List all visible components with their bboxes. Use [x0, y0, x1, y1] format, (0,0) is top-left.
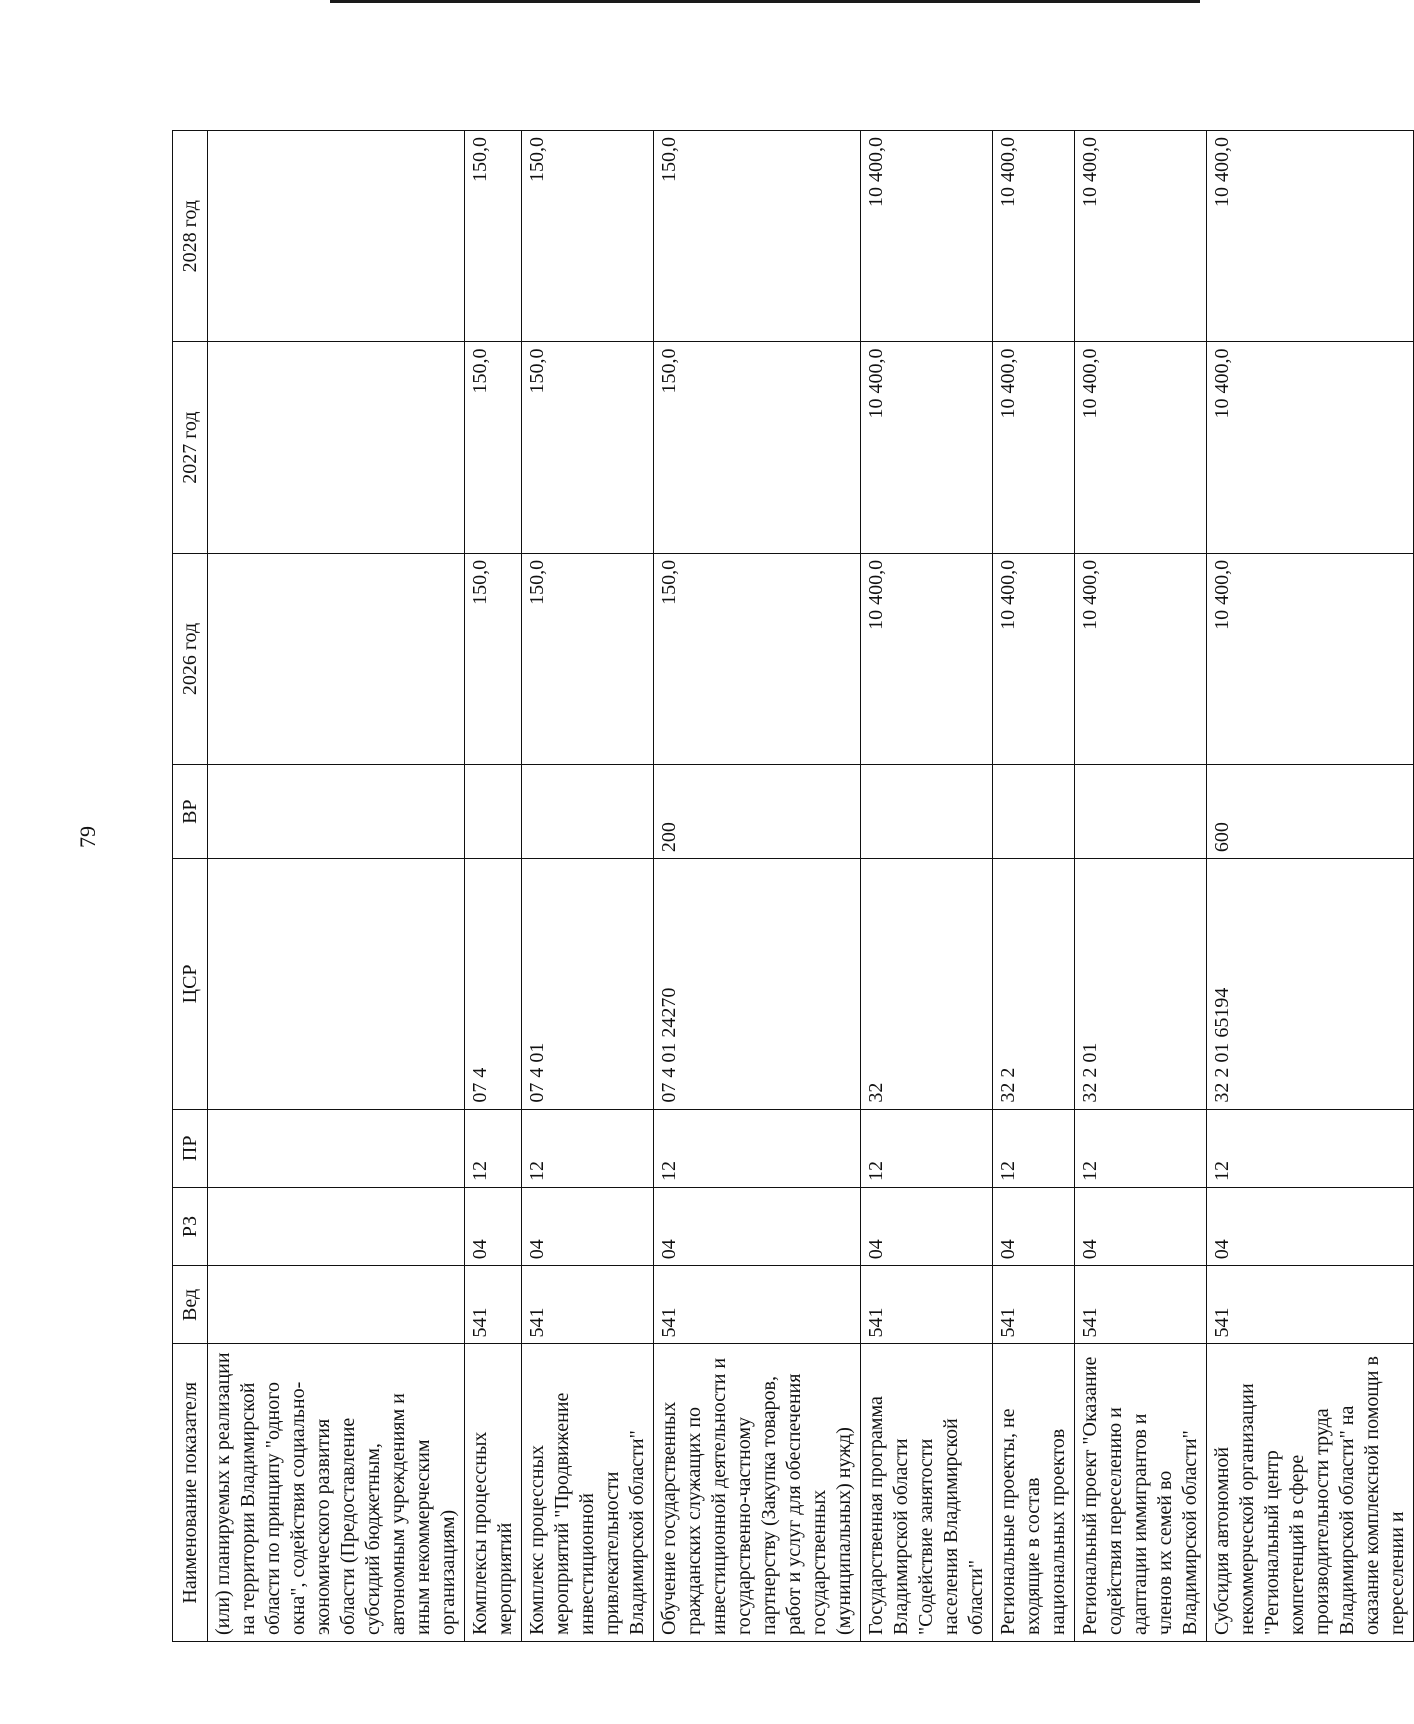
col-header-2026: 2026 год [173, 553, 208, 764]
cell-2027: 10 400,0 [1075, 342, 1207, 553]
cell-pr: 12 [861, 1109, 993, 1187]
col-header-csr: ЦСР [173, 859, 208, 1110]
cell-csr [208, 859, 465, 1110]
cell-2026: 10 400,0 [1075, 553, 1207, 764]
cell-rz: 04 [654, 1187, 861, 1265]
table-row [522, 131, 654, 1642]
cell-pr: 12 [1075, 1109, 1207, 1187]
table-row [861, 131, 993, 1642]
cell-2028: 150,0 [654, 131, 861, 342]
cell-ved: 541 [1075, 1266, 1207, 1344]
cell-name: Региональный проект "Оказание содействия переселению и адаптации иммигрантов и членов их семей во Владимирской области" [1075, 1344, 1207, 1642]
col-header-2028: 2028 год [173, 131, 208, 342]
cell-csr: 32 [861, 859, 993, 1110]
cell-name: (или) планируемых к реализации на территории Владимирской области по принципу "одного окна", содействия социально-экономического развития области (Предоставление субсидий бюджетным, автономным учреждениям и иным некоммерческим организациям) [208, 1344, 465, 1642]
cell-2028: 150,0 [465, 131, 522, 342]
col-header-2027: 2027 год [173, 342, 208, 553]
cell-csr: 07 4 01 [522, 859, 654, 1110]
cell-name: Субсидия автономной некоммерческой организации "Региональный центр компетенций в сфере производительности труда Владимирской области" на оказание комплексной помощи в переселении и [1207, 1344, 1414, 1642]
col-header-name: Наименование показателя [173, 1344, 208, 1642]
rotated-table-container [172, 130, 1408, 1642]
cell-2028: 150,0 [522, 131, 654, 342]
cell-rz [208, 1187, 465, 1265]
cell-ved: 541 [861, 1266, 993, 1344]
col-header-rz: РЗ [173, 1187, 208, 1265]
cell-2026: 150,0 [654, 553, 861, 764]
cell-name: Региональные проекты, не входящие в состав национальных проектов [993, 1344, 1075, 1642]
cell-vr: 600 [1207, 765, 1414, 859]
table-row [654, 131, 861, 1642]
cell-2026 [208, 553, 465, 764]
cell-rz: 04 [861, 1187, 993, 1265]
cell-pr: 12 [522, 1109, 654, 1187]
cell-pr: 12 [465, 1109, 522, 1187]
cell-vr [993, 765, 1075, 859]
cell-ved: 541 [1207, 1266, 1414, 1344]
cell-2027: 150,0 [522, 342, 654, 553]
cell-ved: 541 [654, 1266, 861, 1344]
col-header-ved: Вед [173, 1266, 208, 1344]
table-row [993, 131, 1075, 1642]
cell-2028: 10 400,0 [993, 131, 1075, 342]
cell-csr: 32 2 01 [1075, 859, 1207, 1110]
cell-name: Государственная программа Владимирской области "Содействие занятости населения Владимирской области" [861, 1344, 993, 1642]
table-row [1207, 131, 1414, 1642]
cell-2026: 10 400,0 [993, 553, 1075, 764]
cell-2028 [208, 131, 465, 342]
cell-2028: 10 400,0 [1207, 131, 1414, 342]
table-row [208, 131, 465, 1642]
cell-2027: 150,0 [465, 342, 522, 553]
table-header-row [173, 131, 208, 1642]
col-header-pr: ПР [173, 1109, 208, 1187]
cell-ved [208, 1266, 465, 1344]
cell-pr: 12 [1207, 1109, 1414, 1187]
cell-2026: 10 400,0 [861, 553, 993, 764]
cell-vr [522, 765, 654, 859]
cell-name: Комплексы процессных мероприятий [465, 1344, 522, 1642]
col-header-vr: ВР [173, 765, 208, 859]
cell-2027: 10 400,0 [993, 342, 1075, 553]
cell-vr [861, 765, 993, 859]
cell-rz: 04 [1207, 1187, 1414, 1265]
cell-2026: 150,0 [465, 553, 522, 764]
budget-table [172, 130, 1414, 1642]
cell-rz: 04 [465, 1187, 522, 1265]
cell-csr: 32 2 01 65194 [1207, 859, 1414, 1110]
cell-ved: 541 [465, 1266, 522, 1344]
cell-vr [1075, 765, 1207, 859]
cell-2027: 10 400,0 [1207, 342, 1414, 553]
page-number: 79 [75, 826, 100, 848]
scan-edge-line [330, 0, 1200, 3]
cell-vr: 200 [654, 765, 861, 859]
cell-2027: 10 400,0 [861, 342, 993, 553]
cell-rz: 04 [993, 1187, 1075, 1265]
cell-pr: 12 [654, 1109, 861, 1187]
cell-csr: 07 4 [465, 859, 522, 1110]
cell-2026: 150,0 [522, 553, 654, 764]
cell-ved: 541 [993, 1266, 1075, 1344]
cell-2027: 150,0 [654, 342, 861, 553]
cell-pr [208, 1109, 465, 1187]
cell-csr: 32 2 [993, 859, 1075, 1110]
cell-ved: 541 [522, 1266, 654, 1344]
cell-csr: 07 4 01 24270 [654, 859, 861, 1110]
cell-pr: 12 [993, 1109, 1075, 1187]
cell-name: Комплекс процессных мероприятий "Продвижение инвестиционной привлекательности Владимирской области" [522, 1344, 654, 1642]
table-row [1075, 131, 1207, 1642]
cell-2028: 10 400,0 [861, 131, 993, 342]
cell-vr [208, 765, 465, 859]
table-row [465, 131, 522, 1642]
cell-2028: 10 400,0 [1075, 131, 1207, 342]
cell-name: Обучение государственных гражданских служащих по инвестиционной деятельности и государственно-частному партнерству (Закупка товаров, работ и услуг для обеспечения государственных (муниципальных) нужд) [654, 1344, 861, 1642]
cell-2026: 10 400,0 [1207, 553, 1414, 764]
cell-2027 [208, 342, 465, 553]
cell-rz: 04 [1075, 1187, 1207, 1265]
cell-vr [465, 765, 522, 859]
cell-rz: 04 [522, 1187, 654, 1265]
